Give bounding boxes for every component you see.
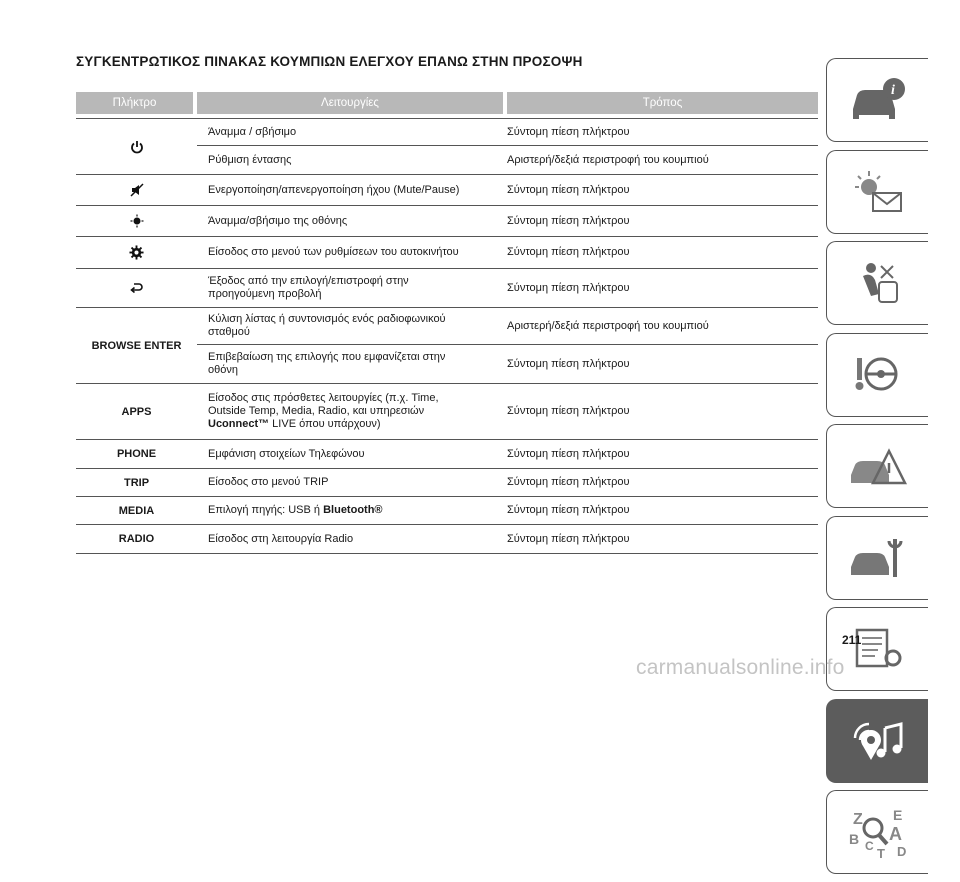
page-number: 211 <box>842 633 862 647</box>
mode-cell: Σύντομη πίεση πλήκτρου <box>507 504 630 516</box>
index-letter: E <box>892 807 902 823</box>
mode-cell: Αριστερή/δεξιά περιστροφή του κουμπιού <box>507 319 709 332</box>
screen-icon <box>76 206 197 236</box>
function-cell <box>197 504 506 517</box>
brand-name: Uconnect™ <box>208 418 270 430</box>
index-letter: C <box>864 839 874 853</box>
page-title: ΣΥΓΚΕΝΤΡΩΤΙΚΟΣ ΠΙΝΑΚΑΣ ΚΟΥΜΠΙΩΝ ΕΛΕΓΧΟΥ ΕΠΑΝΩ ΣΤΗΝ ΠΡΟΣΟΨΗ <box>76 54 583 69</box>
function-line: σταθμού <box>208 326 250 338</box>
warning-lights-icon[interactable] <box>826 150 928 234</box>
chapter-tabs <box>826 58 928 882</box>
mode-cell: Σύντομη πίεση πλήκτρου <box>507 447 630 460</box>
header-mode: Τρόπος <box>507 92 818 114</box>
mode-cell: Σύντομη πίεση πλήκτρου <box>507 214 630 227</box>
car-info-icon[interactable] <box>826 58 928 142</box>
table-row <box>76 308 818 384</box>
mute-icon <box>76 175 197 205</box>
key-label: BROWSE ENTER <box>91 339 182 352</box>
table-subrow <box>197 237 818 268</box>
table-row <box>76 469 818 497</box>
function-cell <box>197 392 506 431</box>
safety-icon[interactable] <box>826 241 928 325</box>
brand-name: Bluetooth® <box>323 504 383 516</box>
function-cell: Εμφάνιση στοιχείων Τηλεφώνου <box>208 447 365 460</box>
index-letter: D <box>896 844 906 859</box>
function-line: Κύλιση λίστας ή συντονισμός ενός ραδιοφωνικού <box>208 313 446 325</box>
maintenance-icon[interactable] <box>826 516 928 600</box>
function-text: Επιλογή πηγής: USB ή <box>208 504 324 516</box>
table-row <box>76 440 818 469</box>
mode-cell: Σύντομη πίεση πλήκτρου <box>507 405 630 417</box>
mode-cell: Σύντομη πίεση πλήκτρου <box>507 476 630 488</box>
header-function: Λειτουργίες <box>197 92 503 114</box>
table-subrow <box>197 344 818 383</box>
power-icon <box>76 119 197 174</box>
function-cell: Ενεργοποίηση/απενεργοποίηση ήχου (Mute/Pause) <box>208 183 460 196</box>
table-row <box>76 237 818 269</box>
function-line: LIVE όπου υπάρχουν) <box>269 418 381 430</box>
controls-table <box>76 92 818 554</box>
driving-icon[interactable] <box>826 333 928 417</box>
table-row <box>76 118 818 175</box>
mode-cell: Σύντομη πίεση πλήκτρου <box>507 357 630 370</box>
mode-cell: Αριστερή/δεξιά περιστροφή του κουμπιού <box>507 153 709 166</box>
key-label: APPS <box>121 405 152 418</box>
index-letter: Z <box>852 811 863 828</box>
table-row <box>76 525 818 554</box>
key-label: PHONE <box>116 448 157 460</box>
table-subrow <box>197 308 818 344</box>
function-cell <box>197 351 506 377</box>
function-cell: Ρύθμιση έντασης <box>208 153 292 166</box>
index-icon[interactable] <box>826 790 928 874</box>
back-icon <box>76 269 197 307</box>
mode-cell: Σύντομη πίεση πλήκτρου <box>507 281 630 294</box>
table-subrow <box>197 145 818 174</box>
table-row <box>76 497 818 525</box>
function-cell: Είσοδος στη λειτουργία Radio <box>208 532 354 545</box>
multimedia-icon[interactable] <box>826 699 928 783</box>
mode-cell: Σύντομη πίεση πλήκτρου <box>507 125 630 138</box>
settings-icon <box>76 237 197 268</box>
function-line: προηγούμενη προβολή <box>208 288 322 300</box>
table-row <box>76 175 818 206</box>
table-subrow <box>197 269 818 307</box>
function-cell: Είσοδος στο μενού των ρυθμίσεων του αυτοκινήτου <box>208 246 459 258</box>
svg-text:i: i <box>890 83 895 98</box>
table-subrow <box>197 440 818 468</box>
key-label: RADIO <box>118 533 155 545</box>
table-subrow <box>197 119 818 145</box>
index-letter: T <box>876 846 885 860</box>
emergency-icon[interactable] <box>826 424 928 508</box>
table-subrow <box>197 206 818 236</box>
mode-cell: Σύντομη πίεση πλήκτρου <box>507 183 630 196</box>
function-cell: Άναμμα / σβήσιμο <box>208 125 297 138</box>
function-cell <box>197 313 506 339</box>
function-line: Είσοδος στις πρόσθετες λειτουργίες (π.χ. Time, <box>208 392 439 404</box>
table-subrow <box>197 525 818 553</box>
index-letter: B <box>848 831 859 847</box>
table-subrow <box>197 469 818 496</box>
table-row <box>76 384 818 440</box>
watermark: carmanualsonline.info <box>636 656 845 679</box>
function-line: Outside Temp, Media, Radio, και υπηρεσιών <box>208 405 425 417</box>
function-cell: Άναμμα/σβήσιμο της οθόνης <box>208 214 348 227</box>
function-cell: Είσοδος στο μενού TRIP <box>208 476 329 488</box>
mode-cell: Σύντομη πίεση πλήκτρου <box>507 246 630 258</box>
key-label: MEDIA <box>118 504 155 517</box>
mode-cell: Σύντομη πίεση πλήκτρου <box>507 532 630 545</box>
index-letter: A <box>888 824 902 844</box>
table-subrow <box>197 384 818 439</box>
function-line: οθόνη <box>208 364 238 376</box>
header-button: Πλήκτρο <box>76 92 193 114</box>
table-header <box>76 92 818 114</box>
table-subrow <box>197 175 818 205</box>
table-row <box>76 206 818 237</box>
key-label: TRIP <box>123 476 150 489</box>
table-row <box>76 269 818 308</box>
function-line: Επιβεβαίωση της επιλογής που εμφανίζεται στην <box>208 351 446 363</box>
function-cell <box>197 275 506 301</box>
function-line: Έξοδος από την επιλογή/επιστροφή στην <box>208 275 409 287</box>
table-subrow <box>197 497 818 524</box>
